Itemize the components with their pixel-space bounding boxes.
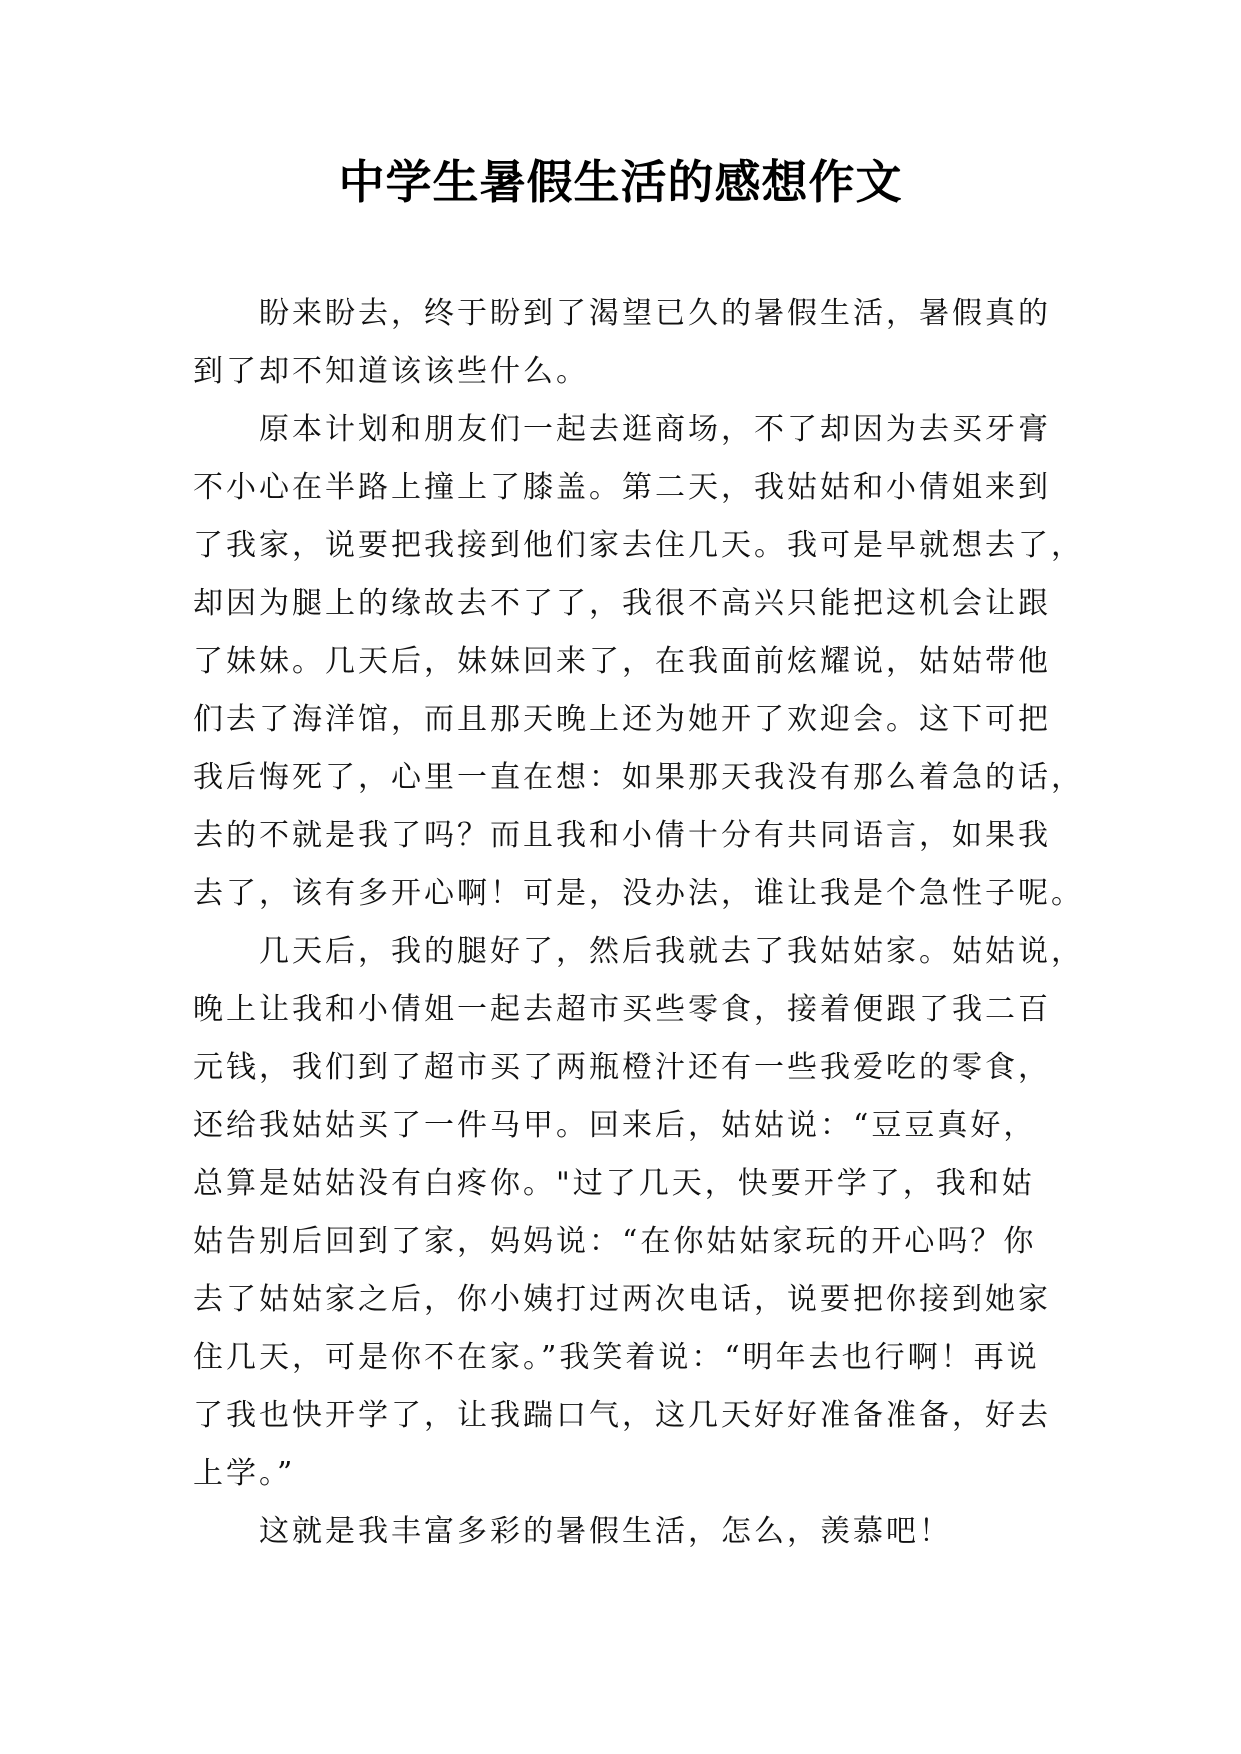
text-line: 们去了海洋馆，而且那天晚上还为她开了欢迎会。这下可把 (193, 702, 1051, 737)
text-line: 去了，该有多开心啊！可是，没办法，谁让我是个急性子呢。 (193, 876, 1084, 911)
text-line: 了我也快开学了，让我踹口气，这几天好好准备准备，好去 (193, 1398, 1051, 1433)
text-line: 总算是姑姑没有白疼你。"过了几天，快要开学了，我和姑 (193, 1166, 1035, 1201)
essay-body (193, 285, 1084, 1561)
text-line: 几天后，我的腿好了，然后我就去了我姑姑家。姑姑说， (193, 934, 1084, 969)
text-line: 我后悔死了，心里一直在想：如果那天我没有那么着急的话， (193, 760, 1084, 795)
text-line: 这就是我丰富多彩的暑假生活，怎么，羡慕吧！ (193, 1514, 952, 1549)
text-line: 原本计划和朋友们一起去逛商场，不了却因为去买牙膏 (193, 412, 1051, 447)
text-line: 去了姑姑家之后，你小姨打过两次电话，说要把你接到她家 (193, 1282, 1051, 1317)
text-line: 却因为腿上的缘故去不了了，我很不高兴只能把这机会让跟 (193, 586, 1051, 621)
text-line: 不小心在半路上撞上了膝盖。第二天，我姑姑和小倩姐来到 (193, 470, 1051, 505)
text-line: 到了却不知道该该些什么。 (193, 354, 589, 389)
text-line: 上学。” (193, 1456, 296, 1491)
text-line: 晚上让我和小倩姐一起去超市买些零食，接着便跟了我二百 (193, 992, 1051, 1027)
text-line: 姑告别后回到了家，妈妈说：“在你姑姑家玩的开心吗？你 (193, 1224, 1037, 1259)
document-title: 中学生暑假生活的感想作文 (338, 155, 903, 209)
text-line: 了妹妹。几天后，妹妹回来了，在我面前炫耀说，姑姑带他 (193, 644, 1051, 679)
text-line: 元钱，我们到了超市买了两瓶橙汁还有一些我爱吃的零食， (193, 1050, 1051, 1085)
text-line: 盼来盼去，终于盼到了渴望已久的暑假生活，暑假真的 (193, 296, 1051, 331)
text-line: 去的不就是我了吗？而且我和小倩十分有共同语言，如果我 (193, 818, 1051, 853)
text-line: 还给我姑姑买了一件马甲。回来后，姑姑说：“豆豆真好， (193, 1108, 1037, 1143)
text-line: 住几天，可是你不在家。”我笑着说：“明年去也行啊！再说 (193, 1340, 1040, 1375)
text-line: 了我家，说要把我接到他们家去住几天。我可是早就想去了， (193, 528, 1084, 563)
